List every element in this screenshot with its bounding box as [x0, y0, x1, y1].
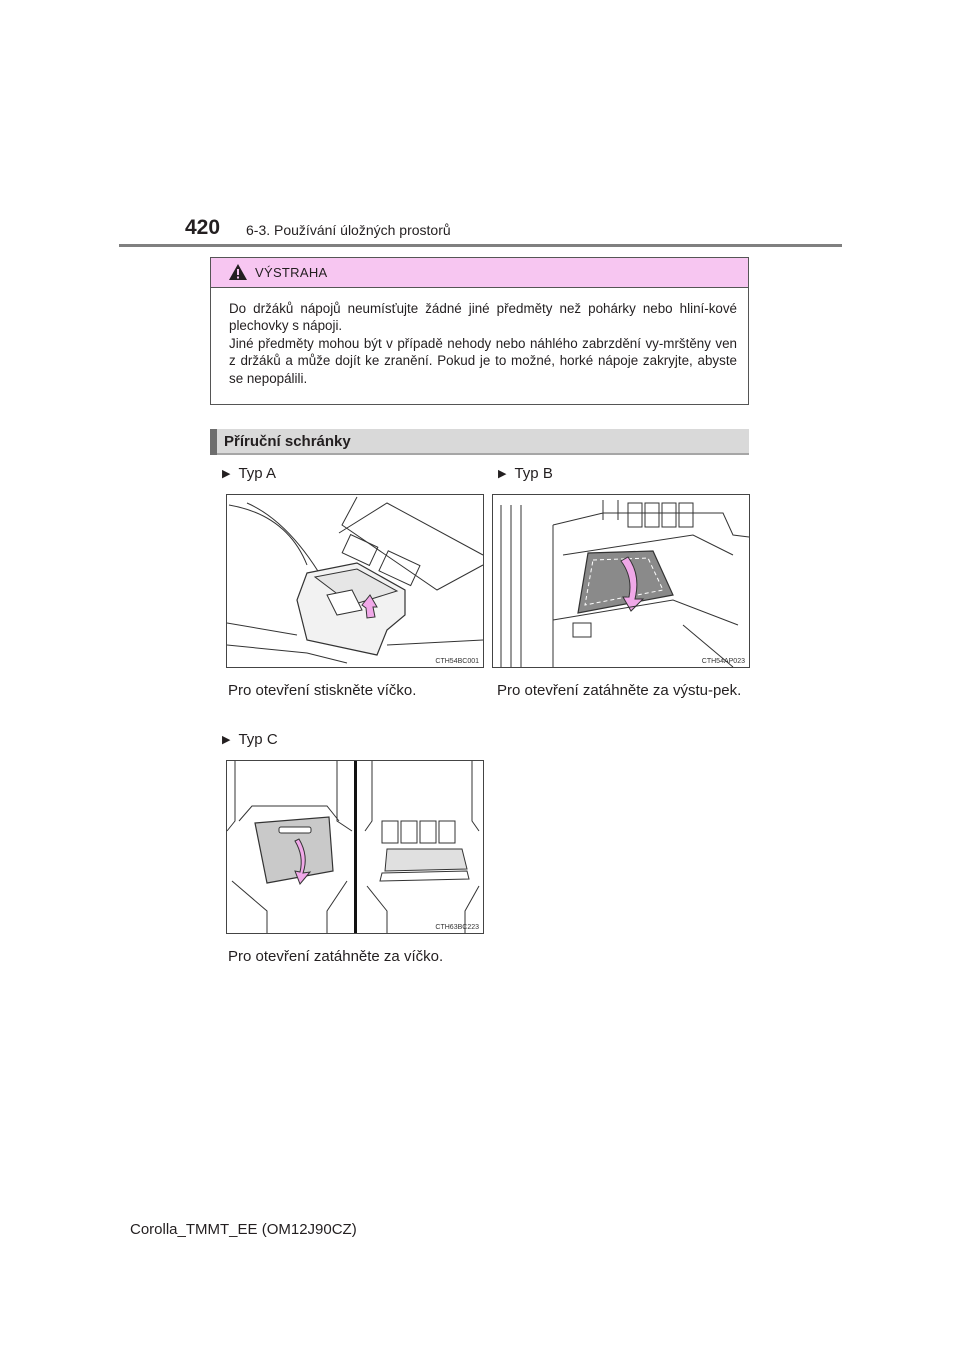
warning-text: [229, 300, 737, 387]
instrument-panel-illustration: [493, 495, 749, 667]
page-number: 420: [185, 216, 221, 239]
figure-code: CTH54AP023: [701, 658, 745, 665]
type-b-label: [498, 465, 553, 482]
type-c-caption: Pro otevření zatáhněte za víčko.: [228, 948, 444, 965]
type-b-label-text: Typ B: [514, 465, 553, 482]
warning-header: [211, 258, 748, 288]
triangle-bullet-icon: ▶: [498, 468, 507, 480]
warning-icon: [228, 263, 248, 281]
type-b-caption: Pro otevření zatáhněte za výstu-pek.: [497, 682, 742, 699]
figure-type-a: [226, 494, 484, 668]
warning-box: [210, 257, 749, 405]
warning-paragraph: Do držáků nápojů neumísťujte žádné jiné předměty než pohárky nebo hliní-kové plechovky s nápoji.: [229, 301, 737, 334]
warning-title: VÝSTRAHA: [255, 265, 328, 280]
type-a-caption: Pro otevření stiskněte víčko.: [228, 682, 417, 699]
triangle-bullet-icon: ▶: [222, 734, 231, 746]
type-c-label-text: Typ C: [238, 731, 278, 748]
glove-box-illustration: [227, 761, 483, 933]
figure-type-c: [226, 760, 484, 934]
figure-type-b: [492, 494, 750, 668]
type-a-label-text: Typ A: [238, 465, 276, 482]
section-heading-bar: [210, 429, 217, 455]
overhead-console-illustration: [227, 495, 483, 667]
section-heading-text: Příruční schránky: [224, 433, 351, 450]
section-heading: [210, 429, 749, 455]
type-c-label: [222, 731, 278, 748]
warning-paragraph: Jiné předměty mohou být v případě nehody nebo náhlého zabrzdění vy-mrštěny ven z držáků a může dojít ke zranění. Pokud je to možné, horké nápoje zakryjte, abyste se nepopálili.: [229, 335, 737, 386]
footer-document-id: Corolla_TMMT_EE (OM12J90CZ): [130, 1221, 357, 1238]
figure-code: CTH54BC001: [435, 658, 479, 665]
header-rule: [119, 244, 842, 247]
section-title: 6-3. Používání úložných prostorů: [246, 222, 451, 238]
triangle-bullet-icon: ▶: [222, 468, 231, 480]
figure-code: CTH63BC223: [435, 924, 479, 931]
type-a-label: [222, 465, 276, 482]
